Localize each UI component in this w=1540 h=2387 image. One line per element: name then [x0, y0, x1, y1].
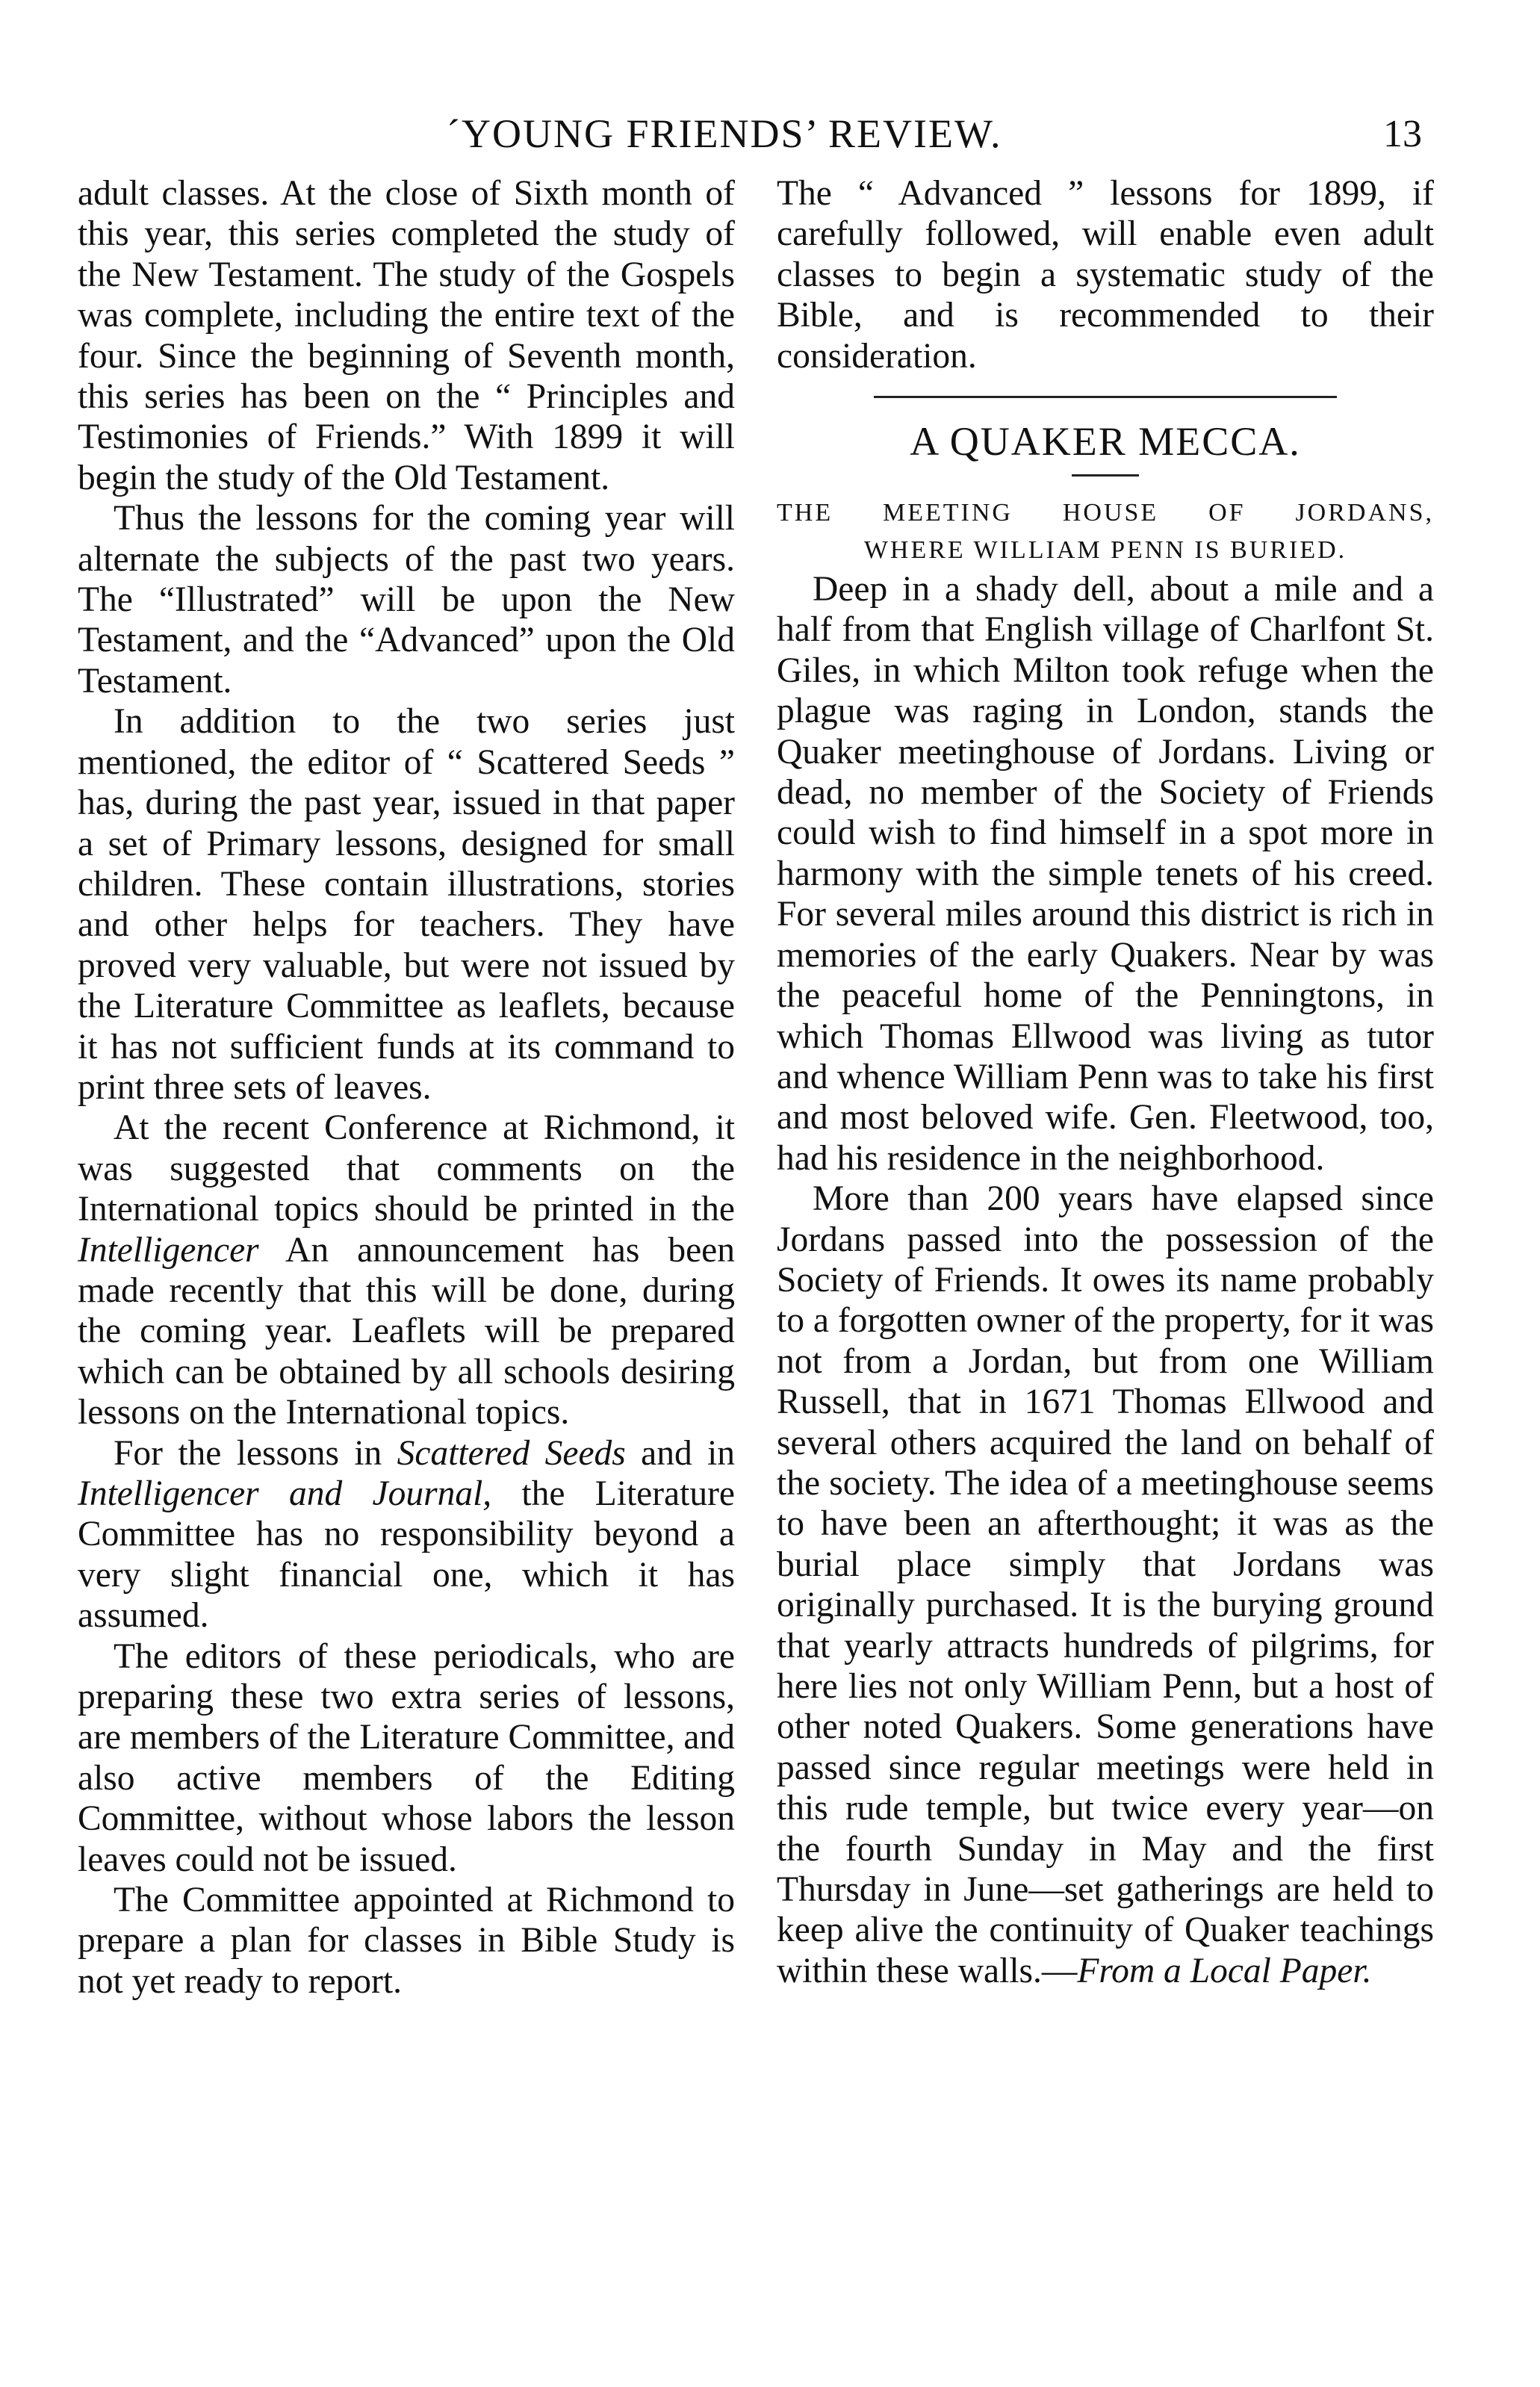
- right-column: [777, 173, 1434, 1991]
- page-number: 13: [1383, 113, 1422, 155]
- running-header: [0, 111, 1540, 163]
- paragraph: adult classes. At the close of Sixth month of this year, this series completed the study of the New Testament. The study of the Gospels was complete, including the entire text of the four. Since the beginning of Seventh month, this series has been on the “ Principles and Testimonies of Friends.” With 1899 it will begin the study of the Old Testament.: [78, 174, 735, 497]
- text-run: the Literature Committee has no responsibility beyond a very slight financial one, which it has assumed.: [78, 1474, 735, 1636]
- journal-title: ´YOUNG FRIENDS’ REVIEW.: [447, 111, 1002, 156]
- subheading-line: THE MEETING HOUSE OF JORDANS,: [777, 499, 1434, 527]
- paragraph: [78, 1433, 735, 1636]
- paragraph: [78, 1108, 735, 1432]
- article-subheading: [777, 494, 1434, 569]
- text-run: At the recent Conference at Richmond, it was suggested that comments on the International topics should be printed in the: [78, 1108, 735, 1229]
- left-column: [78, 173, 735, 2002]
- paragraph: The “ Advanced ” lessons for 1899, if carefully followed, will enable even adult classes to begin a systematic study of the Bible, and is recommended to their consideration.: [777, 174, 1434, 376]
- italic-title: Intelligencer and Journal,: [78, 1474, 492, 1513]
- subheading-line: WHERE WILLIAM PENN IS BURIED.: [863, 536, 1347, 565]
- text-run: More than 200 years have elapsed since Jordans passed into the possession of the Society of Friends. It owes its name probably to a forgotten owner of the property, for it was not from a Jordan, but from one William Russell, that in 1671 Thomas Ellwood and several others acquired the land on behalf of the society. The idea of a meetinghouse seems to have been an afterthought; it was as the burial place simply that Jordans was originally purchased. It is the burying ground that yearly attracts hundreds of pilgrims, for here lies not only William Penn, but a host of other noted Quakers. Some generations have passed since regular meetings were held in this rude temple, but twice every year—on the fourth Sunday in May and the first Thursday in June—set gatherings are held to keep alive the continuity of Quaker teachings within these walls.—: [777, 1179, 1434, 1990]
- paragraph: In addition to the two series just mentioned, the editor of “ Scattered Seeds ” has, during the past year, issued in that paper a set of Primary lessons, designed for small children. These contain illustrations, stories and other helps for teachers. They have proved very valuable, but were not issued by the Literature Committee as leaflets, because it has not sufficient funds at its command to print three sets of leaves.: [78, 702, 735, 1107]
- paragraph: The Committee appointed at Richmond to prepare a plan for classes in Bible Study is not yet ready to report.: [78, 1881, 735, 2001]
- paragraph: Thus the lessons for the coming year will alternate the subjects of the past two years. The “Illustrated” will be upon the New Testament, and the “Advanced” upon the Old Testament.: [78, 499, 735, 701]
- italic-title: Intelligencer: [78, 1230, 259, 1270]
- paragraph: Deep in a shady dell, about a mile and a half from that English village of Charlfont St. Giles, in which Milton took refuge when the plague was raging in London, stands the Quaker meetinghouse of Jordans. Living or dead, no member of the Society of Friends could wish to find himself in a spot more in harmony with the simple tenets of his creed. For several miles around this district is rich in memories of the early Quakers. Near by was the peaceful home of the Penningtons, in which Thomas Ellwood was living as tutor and whence William Penn was to take his first and most beloved wife. Gen. Fleetwood, too, had his residence in the neighborhood.: [777, 570, 1434, 1178]
- section-divider: [874, 396, 1337, 398]
- text-run: For the lessons in: [114, 1433, 397, 1473]
- text-run: and in: [625, 1433, 736, 1473]
- italic-title: Scattered Seeds: [397, 1433, 626, 1473]
- source-credit: From a Local Paper.: [1077, 1951, 1372, 1990]
- paragraph: [777, 1179, 1434, 1991]
- section-title: A QUAKER MECCA.: [910, 419, 1301, 465]
- paragraph: The editors of these periodicals, who are preparing these two extra series of lessons, are members of the Literature Committee, and also active members of the Editing Committee, without whose labors the lesson leaves could not be issued.: [78, 1636, 735, 1879]
- title-underline: [1072, 474, 1139, 477]
- text-run: An announcement has been made recently that this will be done, during the coming year. Leaflets will be prepared which can be obtained by all schools desiring lessons on the International topics.: [78, 1230, 735, 1432]
